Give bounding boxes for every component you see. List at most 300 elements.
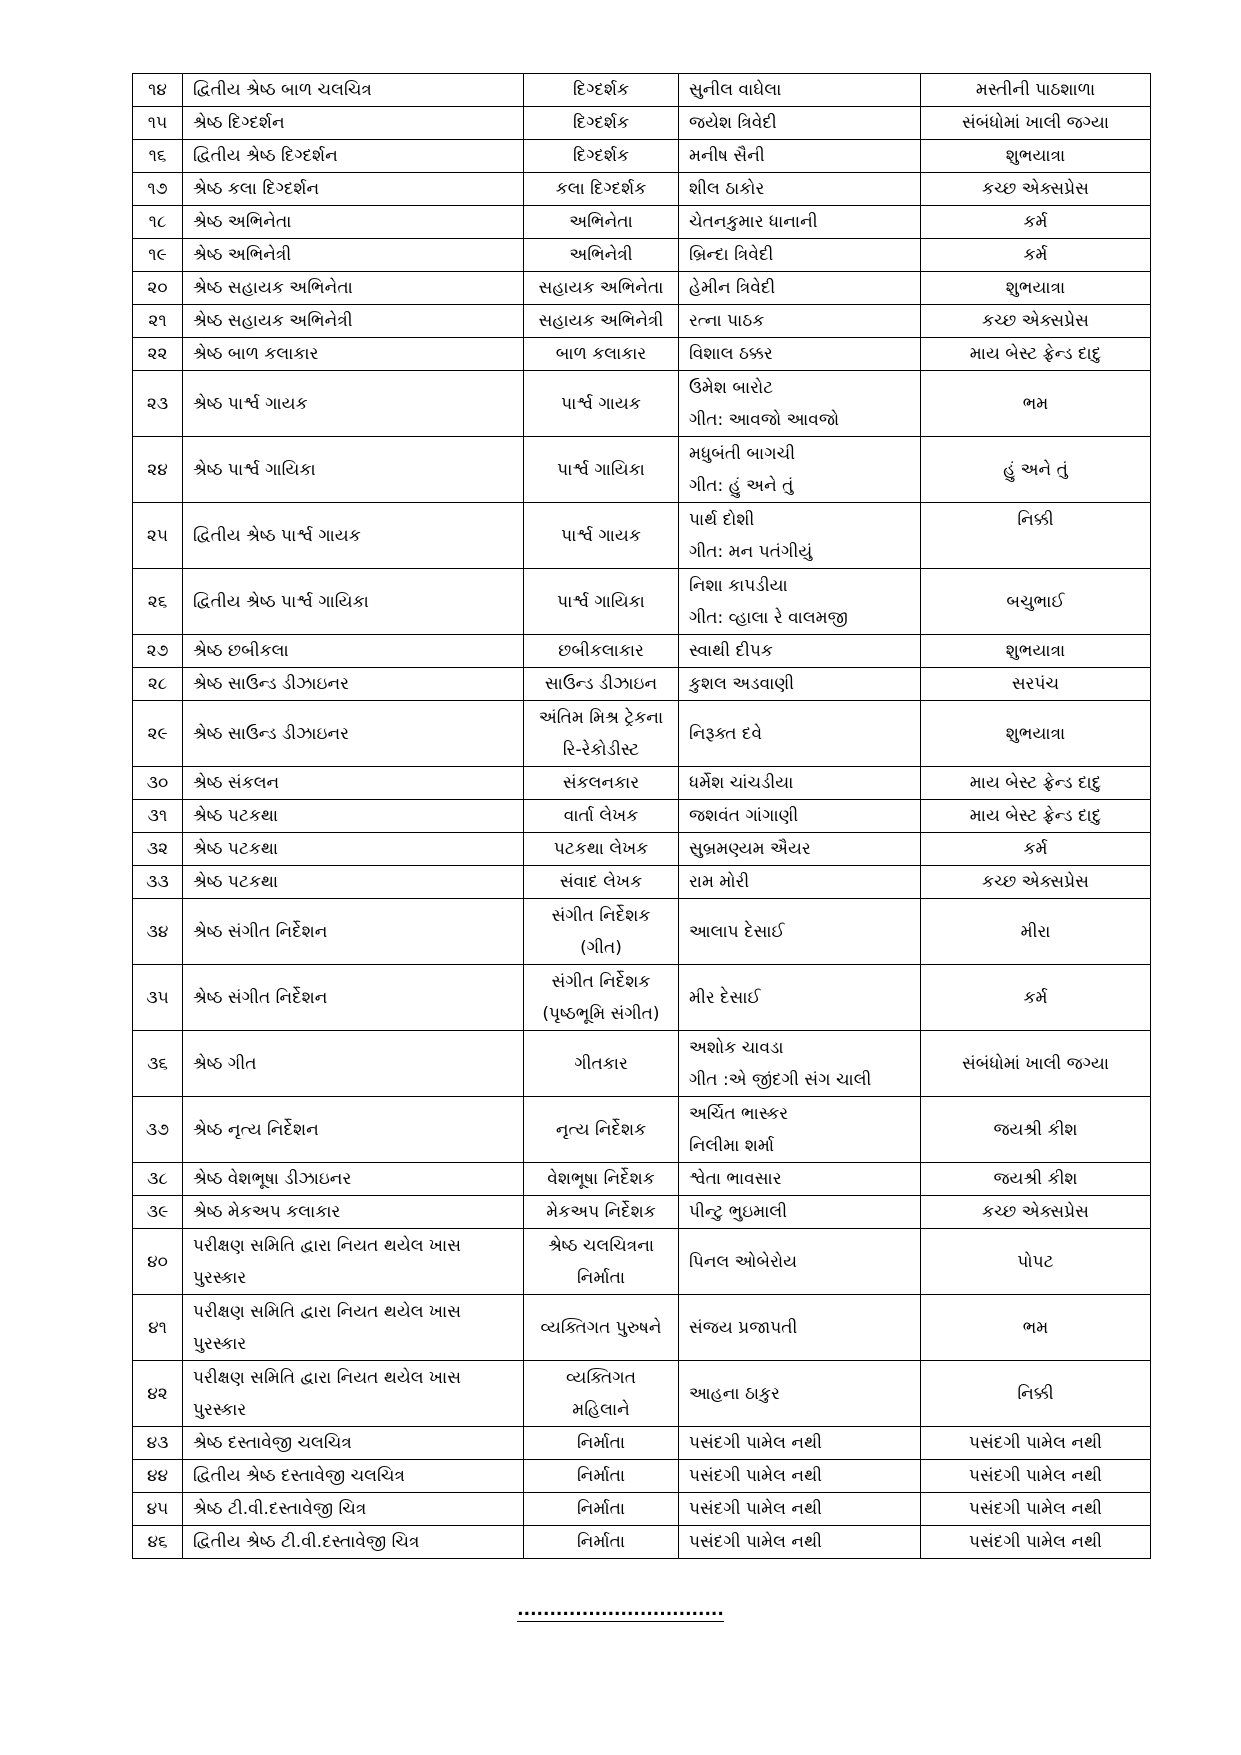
award-category-line: શ્રેષ્ઠ બાળ કલાકાર (193, 344, 319, 364)
table-row (133, 1460, 1151, 1493)
winner-name-line: પસંદગી પામેલ નથી (689, 1433, 823, 1453)
film-title-cell (921, 965, 1151, 1031)
winner-name-cell (679, 503, 921, 569)
film-title-line: હું અને તું (1003, 459, 1068, 480)
end-of-list-marker (0, 1600, 1241, 1620)
award-category-cell (183, 107, 524, 140)
film-title-cell (921, 1493, 1151, 1526)
recipient-role-cell (524, 635, 679, 668)
film-title-cell (921, 668, 1151, 701)
award-category-line: દ્વિતીય શ્રેષ્ઠ પાર્શ્વ ગાયક (193, 525, 361, 546)
award-category-cell (183, 503, 524, 569)
recipient-role-line: સંગીત નિર્દેશક (551, 971, 651, 992)
table-row (133, 866, 1151, 899)
winner-name-line: સુનીલ વાઘેલા (689, 80, 782, 100)
award-category-line: શ્રેષ્ઠ નૃત્ય નિર્દેશન (193, 1119, 319, 1140)
award-category-line: શ્રેષ્ઠ મેકઅપ કલાકાર (193, 1202, 341, 1222)
serial-number-cell: ૩૫ (133, 965, 183, 1031)
recipient-role-cell (524, 833, 679, 866)
award-category-cell (183, 239, 524, 272)
film-title-cell (921, 1361, 1151, 1427)
table-row (133, 239, 1151, 272)
film-title-cell (921, 1097, 1151, 1163)
recipient-role-cell (524, 1163, 679, 1196)
award-category-line: શ્રેષ્ઠ ટી.વી.દસ્તાવેજી ચિત્ર (193, 1499, 367, 1519)
winner-name-line: બ્રિન્દા ત્રિવેદી (689, 245, 774, 265)
recipient-role-line: નિર્માતા (576, 1267, 626, 1288)
recipient-role-line: વ્યક્તિગત પુરુષને (540, 1317, 662, 1338)
winner-name-line: શ્વેતા ભાવસાર (689, 1169, 782, 1189)
table-row (133, 1163, 1151, 1196)
winner-name-line: નિશા કાપડીયા (689, 575, 788, 596)
recipient-role-cell (524, 503, 679, 569)
serial-number-cell: ૨૭ (133, 635, 183, 668)
table-row (133, 668, 1151, 701)
film-title-line: સરપંચ (1011, 674, 1060, 694)
film-title-line: શુભયાત્રા (1005, 278, 1066, 298)
recipient-role-cell (524, 272, 679, 305)
winner-name-cell (679, 338, 921, 371)
serial-number-cell: ૩૦ (133, 767, 183, 800)
award-category-cell (183, 668, 524, 701)
winner-name-cell (679, 74, 921, 107)
recipient-role-line: છબીકલાકાર (558, 641, 644, 661)
winner-name-line: રામ મોરી (689, 872, 750, 892)
film-title-cell (921, 833, 1151, 866)
serial-number-cell: ૨૫ (133, 503, 183, 569)
award-category-line: શ્રેષ્ઠ દિગ્દર્શન (193, 113, 285, 133)
winner-name-line: ગીત: હું અને તું (689, 475, 794, 496)
serial-number-cell: ૪૬ (133, 1526, 183, 1559)
winner-name-cell (679, 1031, 921, 1097)
serial-number-cell: ૨૩ (133, 371, 183, 437)
film-title-cell (921, 1196, 1151, 1229)
recipient-role-line: સહાયક અભિનેતા (538, 278, 664, 298)
award-category-cell (183, 569, 524, 635)
recipient-role-line: (ગીત) (580, 937, 622, 958)
table-row (133, 1493, 1151, 1526)
table-row (133, 371, 1151, 437)
winner-name-line: અશોક ચાવડા (689, 1037, 784, 1058)
serial-number-cell: ૩૭ (133, 1097, 183, 1163)
film-title-line: શુભયાત્રા (1005, 641, 1066, 661)
award-category-line: શ્રેષ્ઠ કલા દિગ્દર્શન (193, 179, 320, 199)
table-row (133, 833, 1151, 866)
film-title-cell (921, 140, 1151, 173)
award-category-line: દ્વિતીય શ્રેષ્ઠ ટી.વી.દસ્તાવેજી ચિત્ર (193, 1532, 420, 1552)
film-title-cell (921, 1031, 1151, 1097)
award-category-cell (183, 272, 524, 305)
film-title-line: કચ્છ એક્સપ્રેસ (982, 872, 1089, 892)
recipient-role-line: સંગીત નિર્દેશક (551, 905, 651, 926)
serial-number-cell: ૨૮ (133, 668, 183, 701)
serial-number-cell: ૨૦ (133, 272, 183, 305)
recipient-role-line: કલા દિગ્દર્શક (555, 179, 647, 199)
serial-number-cell: ૨૨ (133, 338, 183, 371)
award-category-line: શ્રેષ્ઠ ગીત (193, 1053, 257, 1074)
award-category-line: દ્વિતીય શ્રેષ્ઠ દસ્તાવેજી ચલચિત્ર (193, 1466, 405, 1486)
award-category-line: શ્રેષ્ઠ સંગીત નિર્દેશન (193, 921, 328, 942)
recipient-role-cell (524, 107, 679, 140)
award-category-line: શ્રેષ્ઠ સંગીત નિર્દેશન (193, 987, 328, 1008)
recipient-role-cell (524, 206, 679, 239)
award-category-line: શ્રેષ્ઠ પટકથા (193, 839, 279, 859)
serial-number-cell: ૩૮ (133, 1163, 183, 1196)
film-title-line: કર્મ (1023, 839, 1048, 859)
film-title-cell (921, 437, 1151, 503)
recipient-role-line: સંકલનકાર (562, 773, 640, 793)
recipient-role-line: સાઉન્ડ ડીઝાઇન (544, 674, 658, 694)
table-row (133, 965, 1151, 1031)
serial-number-cell: ૩૯ (133, 1196, 183, 1229)
recipient-role-line: વેશભૂષા નિર્દેશક (547, 1169, 655, 1189)
award-category-line: શ્રેષ્ઠ પટકથા (193, 806, 279, 826)
award-category-cell (183, 1526, 524, 1559)
film-title-cell (921, 107, 1151, 140)
award-category-line: પુરસ્કાર (193, 1399, 247, 1420)
serial-number-cell: ૩૬ (133, 1031, 183, 1097)
table-row (133, 206, 1151, 239)
winner-name-line: વિશાલ ઠક્કર (689, 344, 773, 364)
winner-name-line: રત્ના પાઠક (689, 311, 765, 331)
award-category-cell (183, 140, 524, 173)
film-title-cell (921, 371, 1151, 437)
winner-name-cell (679, 272, 921, 305)
film-title-cell (921, 503, 1151, 569)
winner-name-cell (679, 173, 921, 206)
table-row (133, 1295, 1151, 1361)
table-row (133, 899, 1151, 965)
winner-name-cell (679, 899, 921, 965)
film-title-line: બચુભાઈ (1006, 591, 1065, 612)
winner-name-cell (679, 239, 921, 272)
recipient-role-line: ગીતકાર (574, 1053, 628, 1074)
award-category-line: શ્રેષ્ઠ સહાયક અભિનેત્રી (193, 311, 353, 331)
film-title-cell (921, 173, 1151, 206)
film-title-line: શુભયાત્રા (1005, 146, 1066, 166)
recipient-role-line: સહાયક અભિનેત્રી (538, 311, 664, 331)
recipient-role-cell (524, 1295, 679, 1361)
recipient-role-cell (524, 965, 679, 1031)
table-row (133, 437, 1151, 503)
table-row (133, 140, 1151, 173)
recipient-role-cell (524, 1097, 679, 1163)
recipient-role-line: નૃત્ય નિર્દેશક (555, 1119, 647, 1140)
recipient-role-line: પાર્શ્વ ગાયિકા (557, 459, 645, 480)
award-category-cell (183, 635, 524, 668)
award-category-line: શ્રેષ્ઠ પટકથા (193, 872, 279, 892)
winner-name-cell (679, 371, 921, 437)
winner-name-line: સ્વાથી દીપક (689, 641, 773, 661)
film-title-cell (921, 1427, 1151, 1460)
winner-name-line: મધુબંતી બાગચી (689, 443, 796, 464)
winner-name-line: પસંદગી પામેલ નથી (689, 1499, 823, 1519)
table-row (133, 272, 1151, 305)
winner-name-line: શીલ ઠાકોર (689, 179, 765, 199)
film-title-cell (921, 1295, 1151, 1361)
film-title-cell (921, 239, 1151, 272)
winner-name-cell (679, 1526, 921, 1559)
winner-name-line: સંજય પ્રજાપતી (689, 1317, 798, 1338)
film-title-cell (921, 305, 1151, 338)
award-category-line: શ્રેષ્ઠ સંકલન (193, 773, 280, 793)
award-category-cell (183, 866, 524, 899)
award-category-line: પુરસ્કાર (193, 1267, 247, 1288)
award-category-cell (183, 767, 524, 800)
winner-name-line: ગીત: મન પતંગીયું (689, 541, 813, 562)
film-title-cell (921, 1163, 1151, 1196)
table-row (133, 305, 1151, 338)
award-category-line: શ્રેષ્ઠ દસ્તાવેજી ચલચિત્ર (193, 1433, 352, 1453)
winner-name-cell (679, 767, 921, 800)
recipient-role-cell (524, 1460, 679, 1493)
recipient-role-cell (524, 767, 679, 800)
recipient-role-cell (524, 371, 679, 437)
winner-name-line: હેમીન ત્રિવેદી (689, 278, 776, 298)
film-title-line: કર્મ (1023, 212, 1048, 232)
film-title-cell (921, 701, 1151, 767)
table-row (133, 1196, 1151, 1229)
serial-number-cell: ૨૯ (133, 701, 183, 767)
winner-name-line: ગીત: આવજો આવજો (689, 409, 840, 430)
table-row (133, 701, 1151, 767)
award-category-line: શ્રેષ્ઠ સહાયક અભિનેતા (193, 278, 353, 298)
winner-name-cell (679, 206, 921, 239)
award-category-cell (183, 173, 524, 206)
recipient-role-line: પટકથા લેખક (553, 839, 649, 859)
film-title-line: પસંદગી પામેલ નથી (968, 1466, 1102, 1486)
recipient-role-line: અંતિમ મિશ્ર ટ્રેકના (538, 707, 664, 728)
winner-name-line: નિરૂક્ત દવે (689, 723, 763, 744)
table-row (133, 1361, 1151, 1427)
serial-number-cell: ૨૧ (133, 305, 183, 338)
award-category-line: શ્રેષ્ઠ સાઉન્ડ ડીઝાઇનર (193, 723, 349, 744)
award-category-line: દ્વિતીય શ્રેષ્ઠ દિગ્દર્શન (193, 146, 338, 166)
recipient-role-line: દિગ્દર્શક (572, 146, 630, 166)
serial-number-cell: ૧૫ (133, 107, 183, 140)
winner-name-line: ઉમેશ બારોટ (689, 377, 774, 398)
recipient-role-cell (524, 140, 679, 173)
award-category-cell (183, 206, 524, 239)
serial-number-cell: ૪૦ (133, 1229, 183, 1295)
film-title-line: કર્મ (1023, 987, 1048, 1008)
award-category-line: દ્વિતીય શ્રેષ્ઠ પાર્શ્વ ગાયિકા (193, 591, 369, 612)
recipient-role-line: વાર્તા લેખક (563, 806, 639, 826)
recipient-role-cell (524, 1031, 679, 1097)
film-title-line: કચ્છ એક્સપ્રેસ (982, 179, 1089, 199)
winner-name-line: ચેતનકુમાર ધાનાની (689, 212, 818, 232)
film-title-line: સંબંધોમાં ખાલી જગ્યા (961, 113, 1109, 133)
recipient-role-cell (524, 338, 679, 371)
film-title-line: કર્મ (1023, 245, 1048, 265)
winner-name-cell (679, 1493, 921, 1526)
winner-name-cell (679, 635, 921, 668)
film-title-line: પસંદગી પામેલ નથી (968, 1499, 1102, 1519)
award-category-cell (183, 1196, 524, 1229)
table-row (133, 74, 1151, 107)
table-row (133, 635, 1151, 668)
film-title-line: મીરા (1020, 921, 1051, 942)
film-title-cell (921, 899, 1151, 965)
winner-name-cell (679, 866, 921, 899)
film-title-cell (921, 1229, 1151, 1295)
award-category-cell (183, 965, 524, 1031)
award-category-cell (183, 1163, 524, 1196)
serial-number-cell: ૧૭ (133, 173, 183, 206)
winner-name-cell (679, 965, 921, 1031)
award-category-cell (183, 371, 524, 437)
award-category-line: શ્રેષ્ઠ પાર્શ્વ ગાયક (193, 393, 308, 414)
recipient-role-line: નિર્માતા (576, 1433, 626, 1453)
winner-name-line: ગીત: વ્હાલા રે વાલમજી (689, 607, 848, 628)
winner-name-cell (679, 668, 921, 701)
award-category-cell (183, 1295, 524, 1361)
table-row (133, 569, 1151, 635)
recipient-role-cell (524, 569, 679, 635)
end-mark-text: ................................ (517, 1600, 724, 1620)
film-title-line: માય બેસ્ટ ફ્રેન્ડ દાદુ (969, 773, 1102, 793)
winner-name-line: સુબ્રમણ્યમ ઐયર (689, 839, 811, 859)
award-category-line: શ્રેષ્ઠ અભિનેત્રી (193, 245, 292, 265)
recipient-role-line: મહિલાને (572, 1399, 630, 1420)
award-category-cell (183, 1493, 524, 1526)
recipient-role-line: મેકઅપ નિર્દેશક (546, 1202, 656, 1222)
recipient-role-cell (524, 1526, 679, 1559)
award-category-cell (183, 800, 524, 833)
winner-name-cell (679, 1196, 921, 1229)
serial-number-cell: ૪૫ (133, 1493, 183, 1526)
award-category-line: શ્રેષ્ઠ પાર્શ્વ ગાયિકા (193, 459, 316, 480)
award-category-line: શ્રેષ્ઠ સાઉન્ડ ડીઝાઇનર (193, 674, 349, 694)
winner-name-line: નિલીમા શર્મા (689, 1135, 775, 1156)
award-category-line: પુરસ્કાર (193, 1333, 247, 1354)
film-title-line: સંબંધોમાં ખાલી જગ્યા (961, 1053, 1109, 1074)
film-title-line: માય બેસ્ટ ફ્રેન્ડ દાદુ (969, 806, 1102, 826)
award-category-line: શ્રેષ્ઠ છબીકલા (193, 641, 289, 661)
film-title-line: ભમ (1022, 393, 1049, 414)
recipient-role-line: બાળ કલાકાર (555, 344, 647, 364)
awards-table-container (132, 73, 1150, 1559)
film-title-line: પસંદગી પામેલ નથી (968, 1433, 1102, 1453)
film-title-line: નિક્કી (1017, 509, 1054, 530)
award-category-cell (183, 701, 524, 767)
film-title-line: માય બેસ્ટ ફ્રેન્ડ દાદુ (969, 344, 1102, 364)
serial-number-cell: ૨૪ (133, 437, 183, 503)
film-title-line: ભમ (1022, 1317, 1049, 1338)
film-title-line: શુભયાત્રા (1005, 723, 1066, 744)
winner-name-line: મનીષ સૈની (689, 146, 765, 166)
table-row (133, 1031, 1151, 1097)
winner-name-line: આહના ઠાકુર (689, 1383, 780, 1404)
recipient-role-line: નિર્માતા (576, 1499, 626, 1519)
recipient-role-cell (524, 701, 679, 767)
recipient-role-cell (524, 1196, 679, 1229)
recipient-role-line: શ્રેષ્ઠ ચલચિત્રના (547, 1235, 655, 1256)
winner-name-line: ગીત :એ જીંદગી સંગ ચાલી (689, 1069, 872, 1090)
film-title-cell (921, 767, 1151, 800)
recipient-role-line: દિગ્દર્શક (572, 80, 630, 100)
film-title-cell (921, 1460, 1151, 1493)
recipient-role-cell (524, 74, 679, 107)
film-title-line: નિક્કી (1017, 1383, 1054, 1404)
recipient-role-cell (524, 239, 679, 272)
table-row (133, 800, 1151, 833)
award-category-line: પરીક્ષણ સમિતિ દ્વારા નિયત થયેલ ખાસ (193, 1367, 461, 1388)
table-row (133, 1229, 1151, 1295)
award-category-cell (183, 1229, 524, 1295)
winner-name-line: પસંદગી પામેલ નથી (689, 1466, 823, 1486)
award-category-cell (183, 1460, 524, 1493)
award-category-cell (183, 305, 524, 338)
table-row (133, 767, 1151, 800)
serial-number-cell: ૧૪ (133, 74, 183, 107)
recipient-role-cell (524, 800, 679, 833)
film-title-cell (921, 635, 1151, 668)
recipient-role-cell (524, 1361, 679, 1427)
film-title-cell (921, 800, 1151, 833)
awards-table (132, 73, 1151, 1559)
recipient-role-line: દિગ્દર્શક (572, 113, 630, 133)
winner-name-line: પિનલ ઓબેરોય (689, 1251, 798, 1272)
winner-name-cell (679, 437, 921, 503)
film-title-cell (921, 866, 1151, 899)
recipient-role-line: નિર્માતા (576, 1466, 626, 1486)
recipient-role-cell (524, 899, 679, 965)
award-category-line: પરીક્ષણ સમિતિ દ્વારા નિયત થયેલ ખાસ (193, 1235, 461, 1256)
recipient-role-cell (524, 1427, 679, 1460)
serial-number-cell: ૩૪ (133, 899, 183, 965)
table-row (133, 107, 1151, 140)
serial-number-cell: ૩૧ (133, 800, 183, 833)
award-category-cell (183, 74, 524, 107)
winner-name-line: જયેશ ત્રિવેદી (689, 113, 777, 133)
winner-name-cell (679, 833, 921, 866)
recipient-role-cell (524, 173, 679, 206)
award-category-line: દ્વિતીય શ્રેષ્ઠ બાળ ચલચિત્ર (193, 80, 372, 100)
table-row (133, 1526, 1151, 1559)
film-title-cell (921, 569, 1151, 635)
winner-name-cell (679, 1229, 921, 1295)
film-title-cell (921, 206, 1151, 239)
film-title-line: જયશ્રી કીશ (993, 1119, 1078, 1140)
recipient-role-line: (પૃષ્ઠભૂમિ સંગીત) (542, 1003, 660, 1024)
serial-number-cell: ૪૧ (133, 1295, 183, 1361)
award-category-line: પરીક્ષણ સમિતિ દ્વારા નિયત થયેલ ખાસ (193, 1301, 461, 1322)
recipient-role-cell (524, 668, 679, 701)
winner-name-line: પાર્થ દોશી (689, 509, 755, 530)
winner-name-line: મીર દેસાઈ (689, 987, 761, 1008)
table-row (133, 1427, 1151, 1460)
recipient-role-cell (524, 866, 679, 899)
winner-name-cell (679, 1460, 921, 1493)
award-category-cell (183, 833, 524, 866)
film-title-line: મસ્તીની પાઠશાળા (975, 80, 1096, 100)
serial-number-cell: ૧૮ (133, 206, 183, 239)
award-category-cell (183, 899, 524, 965)
award-category-line: શ્રેષ્ઠ અભિનેતા (193, 212, 292, 232)
film-title-line (931, 536, 1140, 568)
recipient-role-line: રિ-રેકોડીસ્ટ (562, 739, 640, 760)
recipient-role-line: નિર્માતા (576, 1532, 626, 1552)
recipient-role-line: પાર્શ્વ ગાયિકા (557, 591, 645, 612)
film-title-cell (921, 74, 1151, 107)
winner-name-cell (679, 800, 921, 833)
winner-name-cell (679, 107, 921, 140)
serial-number-cell: ૩૨ (133, 833, 183, 866)
winner-name-line: ધર્મેશ ચાંચડીયા (689, 773, 794, 793)
serial-number-cell: ૪૨ (133, 1361, 183, 1427)
winner-name-cell (679, 1295, 921, 1361)
